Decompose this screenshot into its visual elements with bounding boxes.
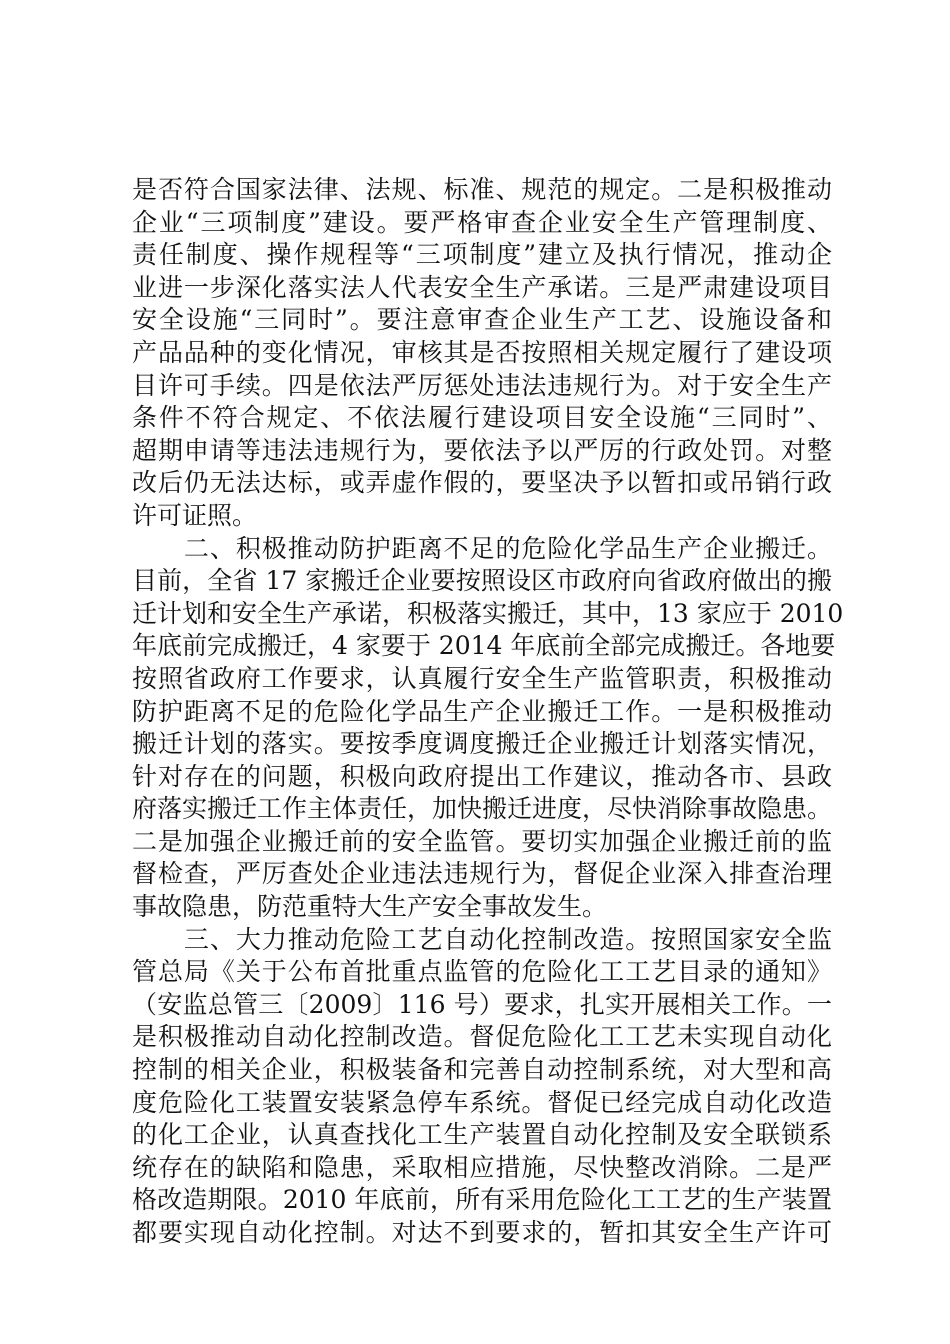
text-line: 改后仍无法达标，或弄虚作假的，要坚决予以暂扣或吊销行政: [132, 468, 832, 498]
section-heading-line: 三、大力推动危险工艺自动化控制改造。按照国家安全监: [132, 924, 832, 954]
text-line: 度危险化工装置安装紧急停车系统。督促已经完成自动化改造: [132, 1087, 832, 1117]
text-line: 责任制度、操作规程等“三项制度”建立及执行情况，推动企: [132, 240, 832, 270]
text-line: 条件不符合规定、不依法履行建设项目安全设施“三同时”、: [132, 403, 832, 433]
text-line: 目许可手续。四是依法严厉惩处违法违规行为。对于安全生产: [132, 370, 832, 400]
text-line: 产品品种的变化情况，审核其是否按照相关规定履行了建设项: [132, 337, 832, 367]
text-line: 统存在的缺陷和隐患，采取相应措施，尽快整改消除。二是严: [132, 1152, 832, 1182]
text-line: 年底前完成搬迁，4 家要于 2014 年底前全部完成搬迁。各地要: [132, 631, 836, 661]
text-line: 府落实搬迁工作主体责任，加快搬迁进度，尽快消除事故隐患。: [132, 794, 833, 824]
text-line: 搬迁计划的落实。要按季度调度搬迁企业搬迁计划落实情况，: [132, 729, 832, 759]
text-line: 都要实现自动化控制。对达不到要求的，暂扣其安全生产许可: [132, 1218, 832, 1247]
text-line: 是积极推动自动化控制改造。督促危险化工工艺未实现自动化: [132, 1022, 832, 1052]
text-line: 按照省政府工作要求，认真履行安全生产监管职责，积极推动: [132, 663, 832, 693]
text-line: 管总局《关于公布首批重点监管的危险化工工艺目录的通知》: [132, 957, 832, 987]
text-line: 许可证照。: [132, 500, 258, 530]
section-heading-line: 二、积极推动防护距离不足的危险化学品生产企业搬迁。: [132, 533, 832, 563]
text-line: 迁计划和安全生产承诺，积极落实搬迁，其中，13 家应于 2010: [132, 598, 844, 628]
text-line: 目前，全省 17 家搬迁企业要按照设区市政府向省政府做出的搬: [132, 566, 832, 596]
document-body: [132, 174, 844, 1250]
text-line: 督检查，严厉查处企业违法违规行为，督促企业深入排查治理: [132, 859, 832, 889]
text-line: 业进一步深化落实法人代表安全生产承诺。三是严肃建设项目: [132, 272, 832, 302]
text-line: 二是加强企业搬迁前的安全监管。要切实加强企业搬迁前的监: [132, 826, 832, 856]
text-line: 事故隐患，防范重特大生产安全事故发生。: [132, 892, 608, 922]
text-line: 控制的相关企业，积极装备和完善自动控制系统，对大型和高: [132, 1055, 832, 1085]
text-line: 的化工企业，认真查找化工生产装置自动化控制及安全联锁系: [132, 1120, 832, 1150]
text-line: （安监总管三〔2009〕116 号）要求，扎实开展相关工作。一: [132, 989, 832, 1019]
text-line: 格改造期限。2010 年底前，所有采用危险化工工艺的生产装置: [132, 1185, 832, 1215]
text-line: 安全设施“三同时”。要注意审查企业生产工艺、设施设备和: [132, 305, 832, 335]
text-line: 超期申请等违法违规行为，要依法予以严厉的行政处罚。对整: [132, 435, 832, 465]
text-line: 针对存在的问题，积极向政府提出工作建议，推动各市、县政: [132, 761, 832, 791]
text-line: 防护距离不足的危险化学品生产企业搬迁工作。一是积极推动: [132, 696, 832, 726]
text-line: 企业“三项制度”建设。要严格审查企业安全生产管理制度、: [132, 207, 832, 237]
text-line: 是否符合国家法律、法规、标准、规范的规定。二是积极推动: [132, 175, 832, 204]
